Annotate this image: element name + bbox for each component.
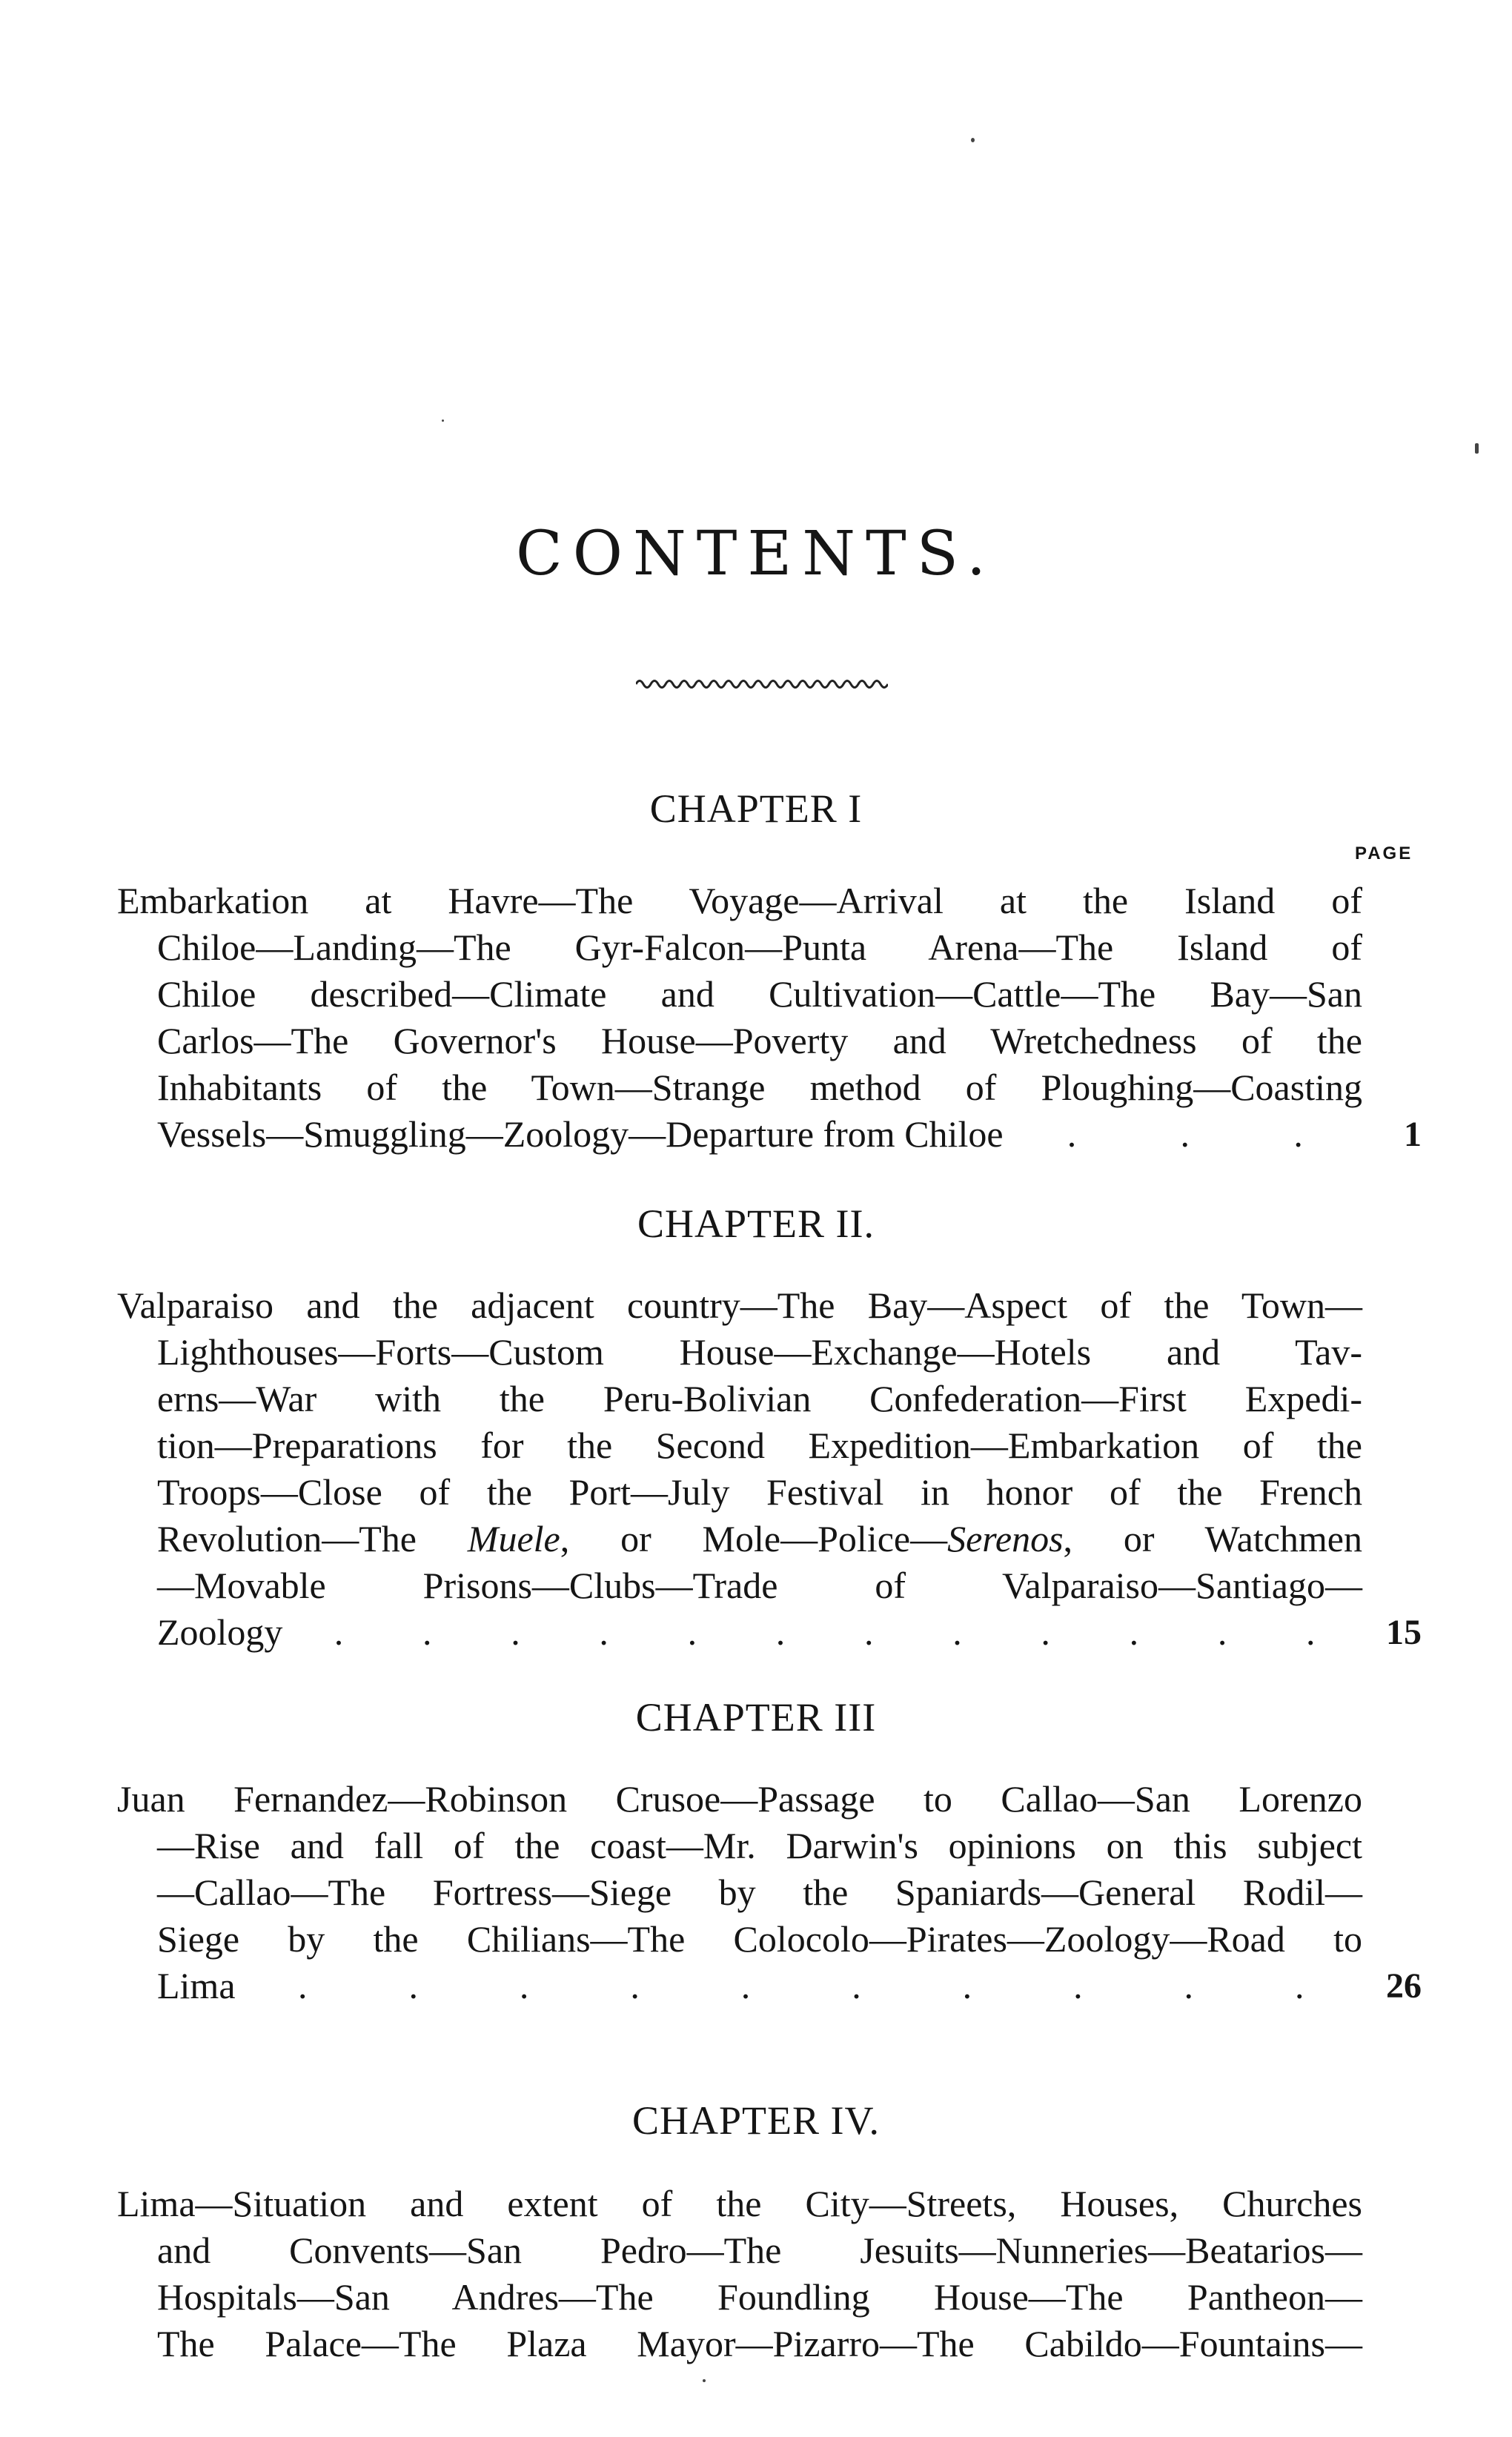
ink-speck	[1475, 443, 1479, 454]
page-number: 26	[1386, 1966, 1422, 2006]
italic-term: Serenos	[947, 1518, 1064, 1559]
dot-leader: . . . . . . . . . . . .	[334, 1611, 1316, 1653]
summary-line: —Rise and fall of the coast—Mr. Darwin's opinions on this subject	[157, 1825, 1362, 1866]
summary-line: Juan Fernandez—Robinson Crusoe—Passage to Callao—San Lorenzo	[117, 1778, 1362, 1820]
summary-line: and Convents—San Pedro—The Jesuits—Nunneries—Beatarios—	[157, 2229, 1362, 2271]
summary-line: Embarkation at Havre—The Voyage—Arrival at the Island of	[117, 880, 1362, 921]
summary-line-with-leader	[117, 1609, 1422, 1656]
summary-line: Zoology	[157, 1611, 283, 1653]
summary-line: —Movable Prisons—Clubs—Trade of Valparaiso—Santiago—	[157, 1565, 1362, 1606]
summary-line-with-leader	[117, 1111, 1422, 1158]
ink-speck	[442, 420, 444, 422]
page-title: CONTENTS.	[515, 519, 997, 589]
chapter-heading: CHAPTER I	[649, 786, 863, 831]
summary-line: Revolution—The Muele, or Mole—Police—Serenos, or Watchmen	[157, 1518, 1363, 1559]
summary-line: Carlos—The Governor's House—Poverty and Wretchedness of the	[157, 1020, 1362, 1061]
summary-line: tion—Preparations for the Second Expedition—Embarkation of the	[157, 1425, 1362, 1466]
chapter-heading: CHAPTER II.	[637, 1201, 875, 1246]
summary-line: Chiloe described—Climate and Cultivation—Cattle—The Bay—San	[157, 973, 1362, 1015]
summary-line: Lima	[157, 1965, 236, 2006]
dot-leader: . . .	[1067, 1113, 1303, 1155]
summary-line: Hospitals—San Andres—The Foundling House—The Pantheon—	[157, 2276, 1362, 2318]
ink-speck	[971, 138, 975, 142]
page-number: 15	[1386, 1613, 1422, 1652]
wavy-rule-ornament	[636, 676, 888, 692]
summary-line: Chiloe—Landing—The Gyr-Falcon—Punta Arena—The Island of	[157, 926, 1362, 968]
summary-line: Inhabitants of the Town—Strange method of Ploughing—Coasting	[157, 1067, 1362, 1108]
chapter-summary	[117, 1282, 1422, 1656]
italic-term: Muele	[467, 1518, 560, 1559]
page-number: 1	[1404, 1115, 1422, 1154]
summary-line: Vessels—Smuggling—Zoology—Departure from Chiloe	[157, 1113, 1004, 1155]
summary-line: erns—War with the Peru-Bolivian Confederation—First Expedi-	[157, 1378, 1362, 1419]
ink-speck	[703, 2379, 706, 2382]
chapter-summary	[117, 2181, 1362, 2367]
summary-line: Lima—Situation and extent of the City—Streets, Houses, Churches	[117, 2183, 1362, 2224]
chapter-summary	[117, 1776, 1422, 2009]
chapter-heading: CHAPTER IV.	[631, 2098, 881, 2143]
summary-line-with-leader	[117, 1963, 1422, 2009]
chapter-heading: CHAPTER III	[635, 1695, 877, 1740]
summary-line: Valparaiso and the adjacent country—The Bay—Aspect of the Town—	[117, 1284, 1362, 1326]
summary-line: Troops—Close of the Port—July Festival in honor of the French	[157, 1471, 1362, 1513]
page-column-label: PAGE	[1355, 843, 1413, 863]
summary-line: The Palace—The Plaza Mayor—Pizarro—The Cabildo—Fountains—	[157, 2323, 1362, 2364]
dot-leader: . . . . . . . . . .	[298, 1965, 1304, 2006]
summary-line: Siege by the Chilians—The Colocolo—Pirates—Zoology—Road to	[157, 1918, 1362, 1960]
chapter-summary	[117, 878, 1422, 1158]
summary-line: Lighthouses—Forts—Custom House—Exchange—Hotels and Tav-	[157, 1331, 1362, 1373]
summary-line: —Callao—The Fortress—Siege by the Spaniards—General Rodil—	[157, 1871, 1362, 1913]
